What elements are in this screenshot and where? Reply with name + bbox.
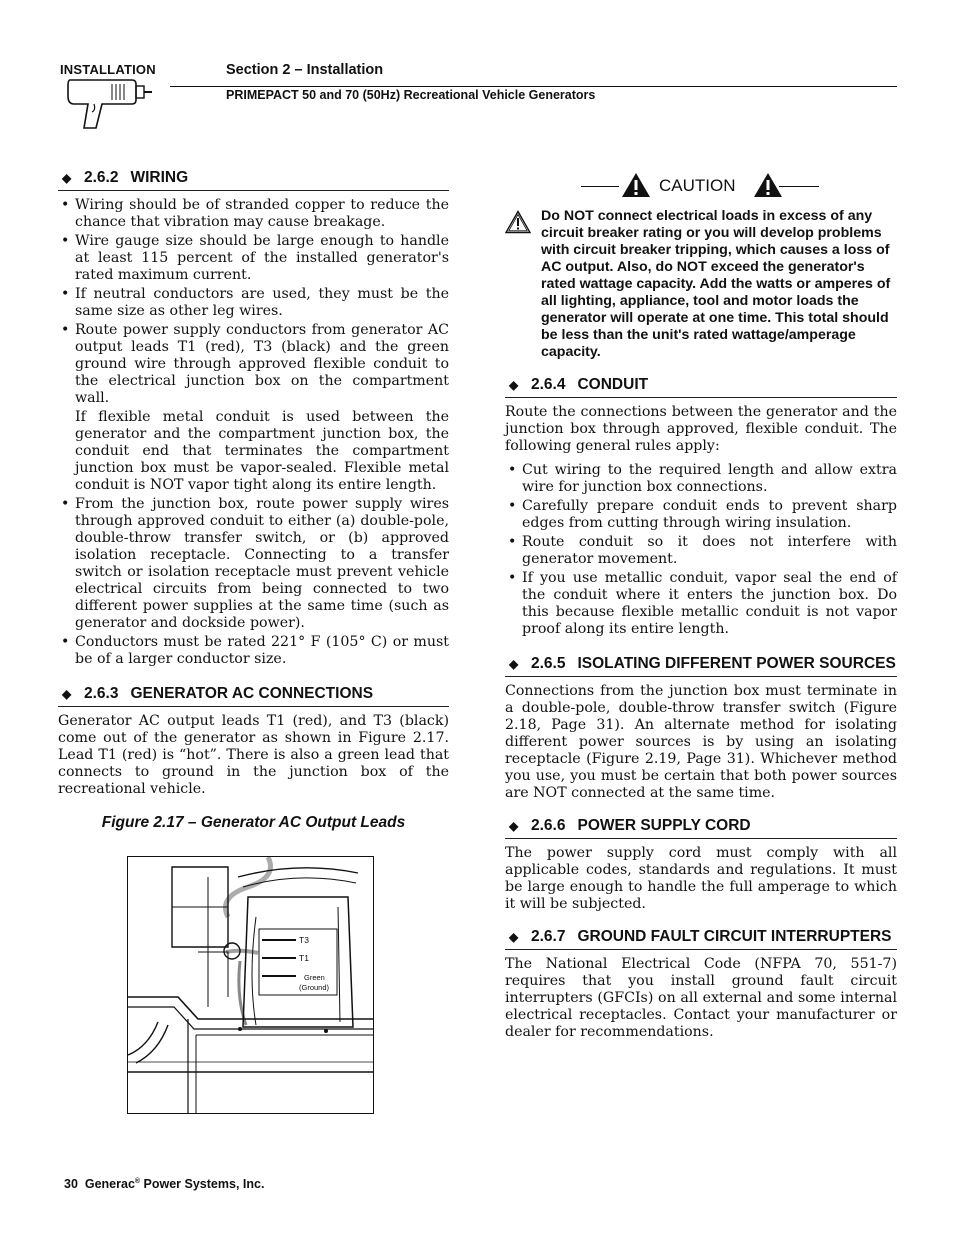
section-number: 2.6.7 bbox=[531, 928, 566, 945]
diamond-icon: ◆ bbox=[509, 930, 519, 944]
list-item: • Conductors must be rated 221° F (105° C) or must be of a larger conductor size. bbox=[58, 634, 449, 668]
conduit-note: If flexible metal conduit is used between the generator and the compartment junction box, the conduit end that terminates the compartment junction box must be vapor-sealed. Flexible metal conduit is NOT vapor tight along its entire length. bbox=[75, 409, 449, 493]
section-power-cord-heading bbox=[505, 816, 897, 839]
caution-rule-right bbox=[779, 186, 819, 187]
figure-label-t1: T1 bbox=[299, 953, 309, 963]
section-title: WIRING bbox=[130, 169, 189, 186]
list-item: • If neutral conductors are used, they must be the same size as other leg wires. bbox=[58, 286, 449, 320]
warning-triangle-icon bbox=[621, 172, 651, 198]
section-heading: Section 2 – Installation bbox=[226, 62, 384, 78]
spacer bbox=[505, 913, 897, 927]
logo-text: INSTALLATION bbox=[60, 62, 156, 77]
list-item: • If you use metallic conduit, vapor seal the end of the conduit where it enters the junction box. Do this because flexible metallic conduit is not vapor proof along its entire length. bbox=[505, 570, 897, 638]
power-cord-body: The power supply cord must comply with all applicable codes, standards and regulations. It must be large enough to handle the full amperage to which it will be subjected. bbox=[505, 845, 897, 912]
section-number: 2.6.6 bbox=[531, 817, 566, 834]
list-item: • Route power supply conductors from generator AC output leads T1 (red), T3 (black) and the green ground wire through approved flexible conduit to the electrical junction box on the compartment wall. bbox=[58, 322, 449, 407]
diamond-icon: ◆ bbox=[509, 378, 519, 392]
page-number: 30 bbox=[64, 1177, 78, 1191]
generator-ac-body: Generator AC output leads T1 (red), and T3 (black) come out of the generator as shown in Figure 2.17. Lead T1 (red) is “hot”. There is also a green lead that connects to ground in the junction box of the recreational vehicle. bbox=[58, 713, 449, 797]
diamond-icon: ◆ bbox=[62, 171, 72, 185]
caution-notice bbox=[505, 208, 897, 361]
section-gfci-heading bbox=[505, 927, 897, 950]
section-number: 2.6.4 bbox=[531, 376, 566, 393]
section-generator-ac-heading bbox=[58, 684, 449, 707]
spacer bbox=[505, 802, 897, 816]
section-title: GENERATOR AC CONNECTIONS bbox=[130, 685, 374, 702]
diamond-icon: ◆ bbox=[509, 657, 519, 671]
section-title: POWER SUPPLY CORD bbox=[577, 817, 751, 834]
caution-label: CAUTION bbox=[659, 176, 736, 195]
section-isolating-heading bbox=[505, 654, 897, 677]
diamond-icon: ◆ bbox=[62, 687, 72, 701]
section-title: GROUND FAULT CIRCUIT INTERRUPTERS bbox=[577, 928, 892, 945]
isolating-body: Connections from the junction box must terminate in a double-pole, double-throw transfer switch (Figure 2.18, Page 31). An alternate method for isolating different power sources is by using an isolating receptacle (Figure 2.19, Page 31). Whichever method you use, you must be certain that both power sources are NOT connected at the same time. bbox=[505, 683, 897, 801]
section-title: ISOLATING DIFFERENT POWER SOURCES bbox=[577, 655, 896, 672]
list-item: • Wire gauge size should be large enough to handle at least 115 percent of the installed generator's rated maximum current. bbox=[58, 233, 449, 284]
installation-logo bbox=[60, 62, 170, 132]
spacer bbox=[58, 670, 449, 684]
spacer bbox=[505, 640, 897, 654]
conduit-list bbox=[505, 462, 897, 638]
section-number: 2.6.3 bbox=[84, 685, 119, 702]
header-rule bbox=[170, 86, 897, 87]
list-item: • Carefully prepare conduit ends to prevent sharp edges from cutting through wiring insulation. bbox=[505, 498, 897, 532]
gfci-body: The National Electrical Code (NFPA 70, 551-7) requires that you install ground fault circuit interrupters (GFCIs) on all external and some internal electrical receptacles. Contact your manufacturer or dealer for recommendations. bbox=[505, 956, 897, 1040]
caution-rule-left bbox=[581, 186, 619, 187]
figure-label-green: Green bbox=[304, 973, 325, 982]
caution-side-icon-wrapper bbox=[505, 208, 541, 361]
wiring-list bbox=[58, 197, 449, 407]
right-column bbox=[505, 172, 897, 1041]
diamond-icon: ◆ bbox=[509, 819, 519, 833]
spacer bbox=[505, 455, 897, 462]
section-wiring-heading bbox=[58, 168, 449, 191]
section-conduit-heading bbox=[505, 375, 897, 398]
wiring-list-continued bbox=[58, 496, 449, 668]
company-name: Generac bbox=[84, 1177, 135, 1191]
left-column bbox=[58, 168, 449, 831]
document-subtitle: PRIMEPACT 50 and 70 (50Hz) Recreational Vehicle Generators bbox=[226, 88, 596, 102]
figure-caption: Figure 2.17 – Generator AC Output Leads bbox=[101, 814, 406, 831]
list-item: • Route conduit so it does not interfere with generator movement. bbox=[505, 534, 897, 568]
generator-illustration bbox=[128, 857, 373, 1113]
conduit-body: Route the connections between the generator and the junction box through approved, flexible conduit. The following general rules apply: bbox=[505, 404, 897, 454]
caution-text: Do NOT connect electrical loads in excess of any circuit breaker rating or you will develop problems with circuit breaker tripping, which causes a loss of AC output. Also, do NOT exceed the generator's rated wattage capacity. Add the watts or amperes of all lighting, appliance, tool and motor loads the generator will operate at one time. This total should be less than the unit's rated wattage/amperage capacity. bbox=[541, 208, 891, 360]
warning-triangle-icon bbox=[753, 172, 783, 198]
list-item: • From the junction box, route power supply wires through approved conduit to either (a) double-pole, double-throw transfer switch, or (b) approved isolation receptacle. Connecting to a transfer switch or isolation receptacle must prevent vehicle electrical circuits from being connected to two different power supplies at the same time (such as generator and dockside power). bbox=[58, 496, 449, 632]
figure-generator-ac-leads bbox=[127, 856, 374, 1114]
warning-outline-icon bbox=[505, 210, 531, 234]
company-name-rest: Power Systems, Inc. bbox=[140, 1177, 265, 1191]
list-item: • Wiring should be of stranded copper to reduce the chance that vibration may cause breakage. bbox=[58, 197, 449, 231]
section-number: 2.6.5 bbox=[531, 655, 566, 672]
section-number: 2.6.2 bbox=[84, 169, 119, 186]
registered-mark: ® bbox=[134, 1177, 141, 1185]
figure-label-t3: T3 bbox=[299, 935, 309, 945]
figure-label-ground: (Ground) bbox=[299, 983, 330, 992]
drill-icon bbox=[62, 76, 152, 132]
list-item: • Cut wiring to the required length and allow extra wire for junction box connections. bbox=[505, 462, 897, 496]
section-title: CONDUIT bbox=[577, 376, 649, 393]
caution-banner bbox=[505, 172, 897, 202]
page-footer bbox=[64, 1177, 264, 1191]
